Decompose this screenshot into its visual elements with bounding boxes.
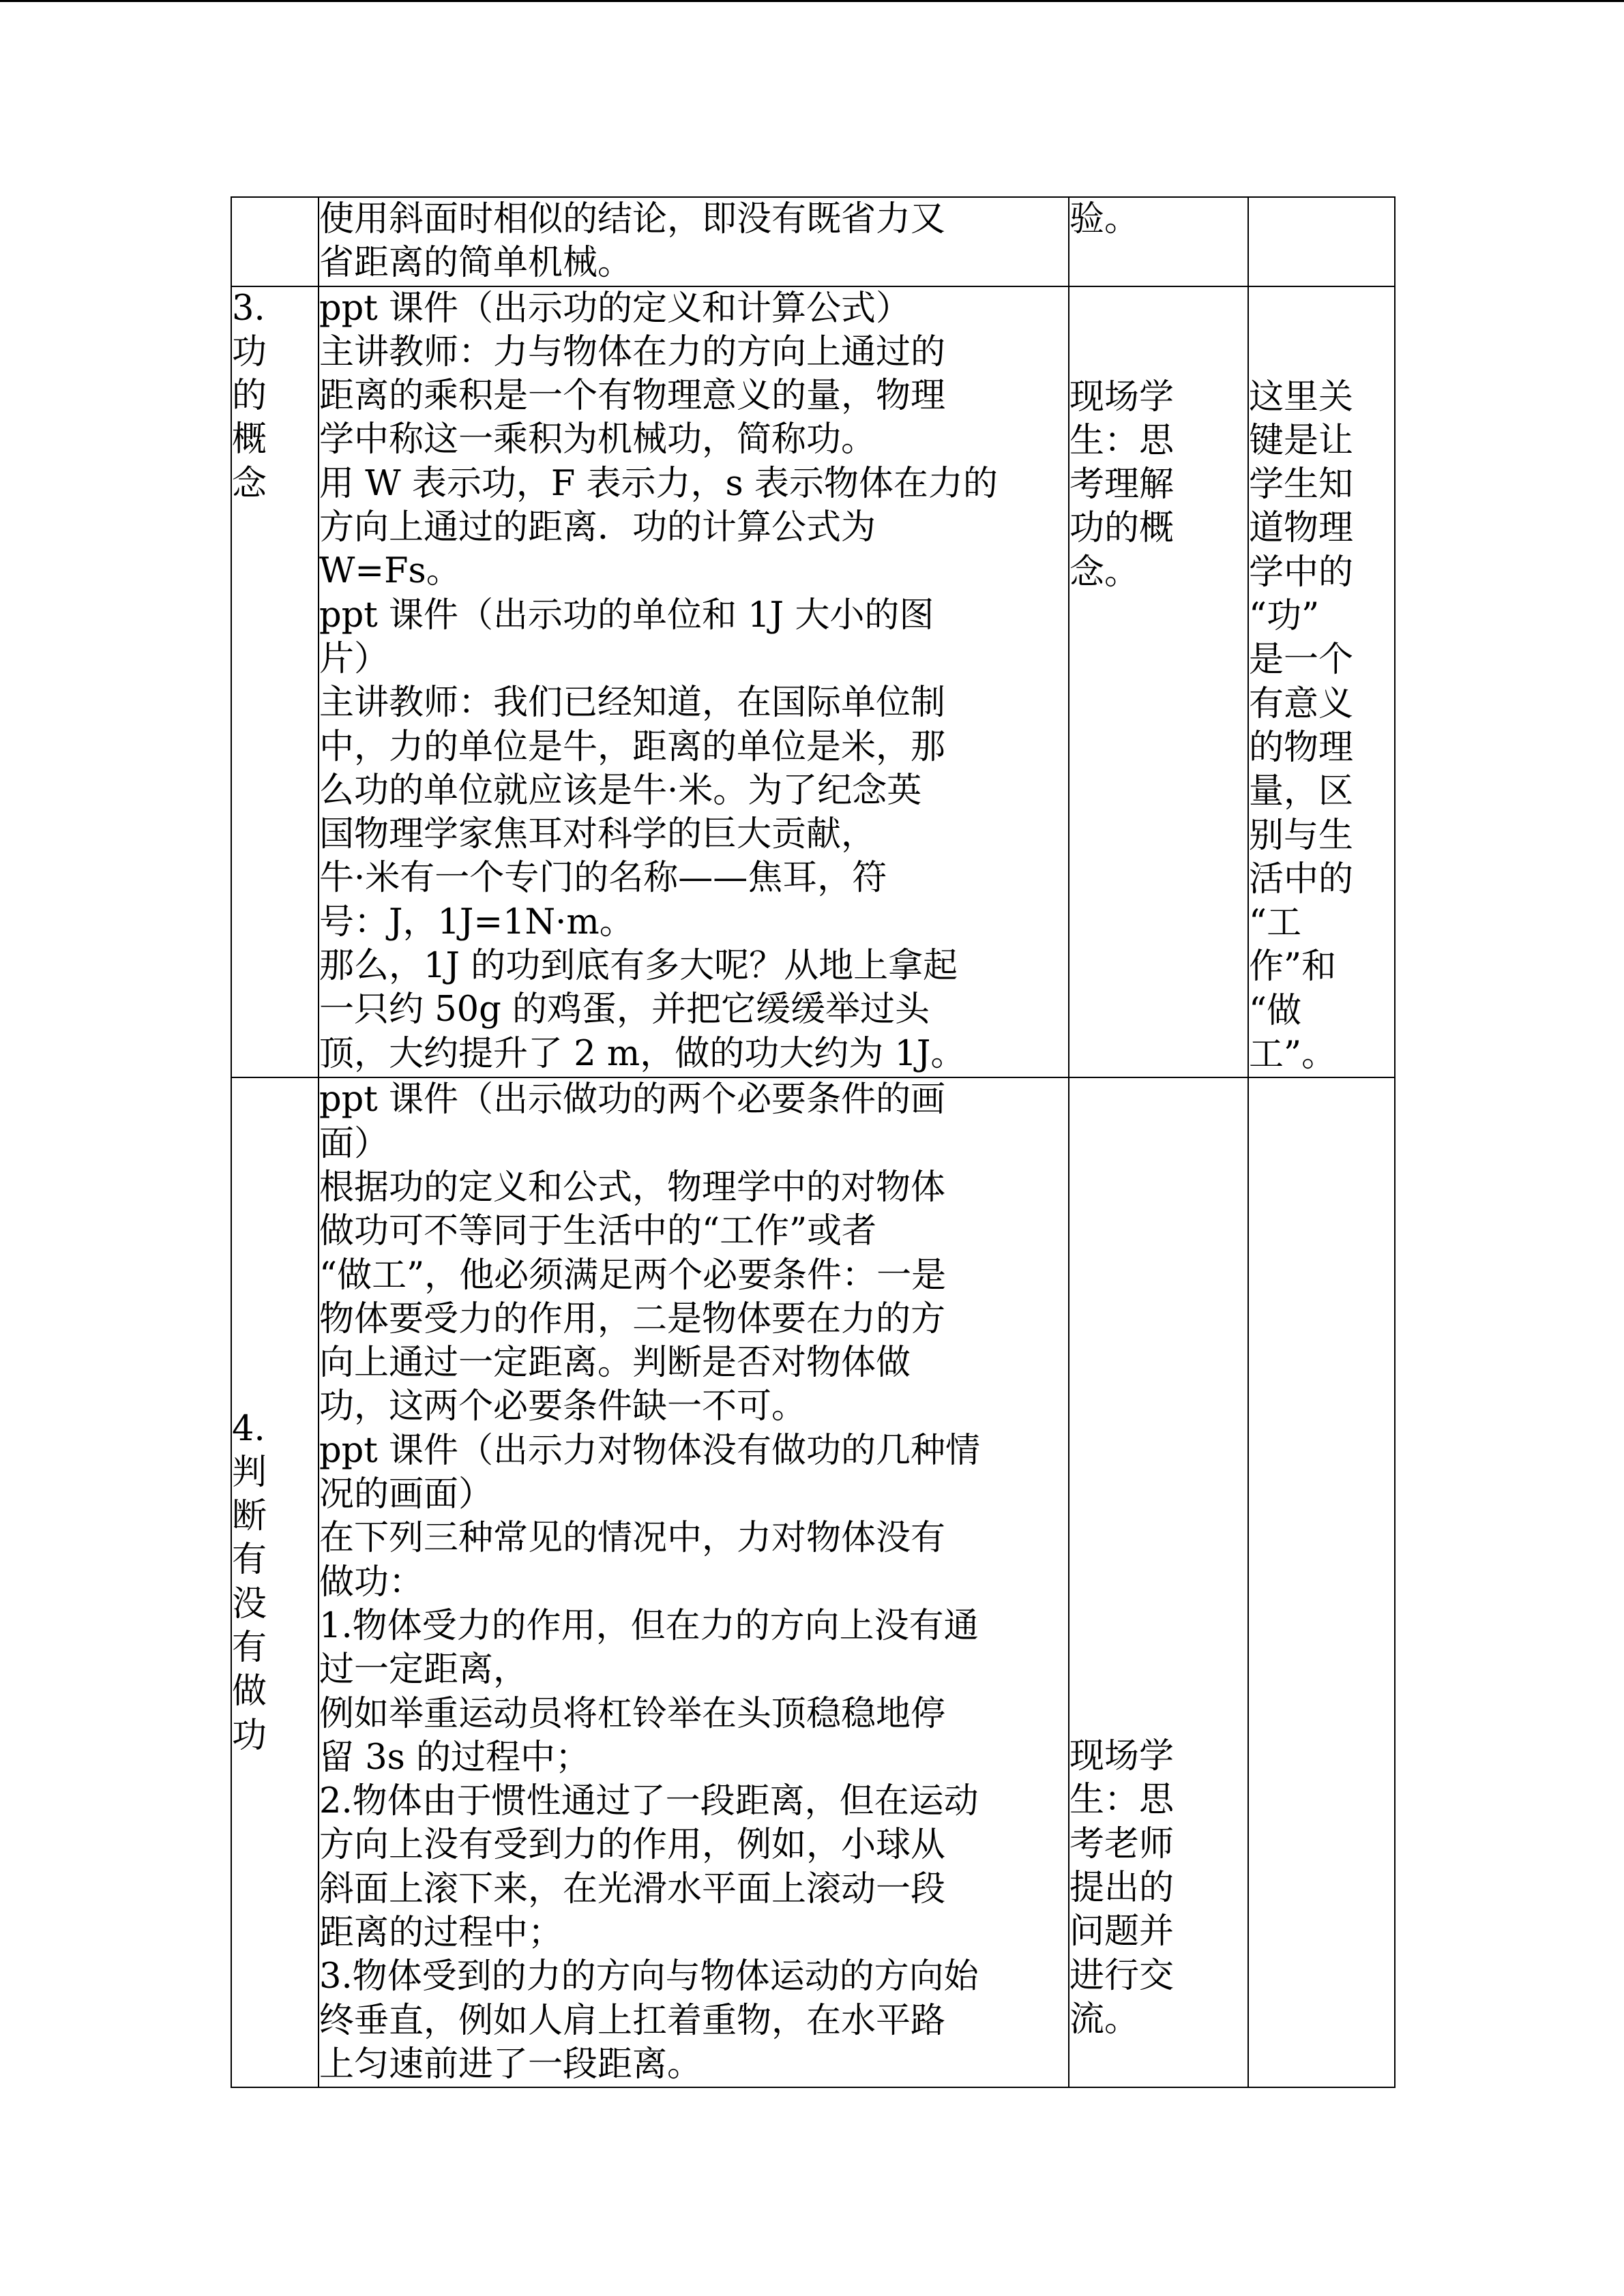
- step-text: 断: [232, 1496, 267, 1537]
- student-activity-cell: [1069, 1077, 1248, 2087]
- step-cell: [231, 197, 319, 286]
- lesson-plan-table: [231, 196, 1396, 2088]
- text-line: 例如举重运动员将杠铃举在头顶稳稳地停: [319, 1693, 946, 1734]
- content-cell: [319, 1077, 1069, 2087]
- text-line: 留 3s 的过程中；: [319, 1737, 591, 1778]
- text-line: 过一定距离，: [319, 1650, 529, 1690]
- text-line: 国物理学家焦耳对科学的巨大贡献，: [319, 814, 876, 855]
- student-activity-cell: [1069, 286, 1248, 1078]
- text-line: 工”。: [1249, 1034, 1337, 1075]
- text-line: 号：J，1J=1N·m。: [319, 901, 634, 942]
- text-line: 使用斜面时相似的结论，即没有既省力又: [319, 199, 946, 239]
- text-line: 牛·米有一个专门的名称——焦耳，符: [319, 858, 887, 899]
- table-row: [231, 286, 1395, 1078]
- text-line: 现场学: [1069, 1736, 1175, 1777]
- text-line: 学生知: [1249, 464, 1354, 505]
- step-text: 判: [232, 1452, 267, 1493]
- text-line: 方向上没有受到力的作用，例如，小球从: [319, 1825, 946, 1866]
- text-line: 这里关: [1249, 376, 1354, 417]
- text-line: 的物理: [1249, 727, 1354, 768]
- design-note-cell: [1248, 286, 1395, 1078]
- step-cell: [231, 1077, 319, 2087]
- text-line: 上匀速前进了一段距离。: [319, 2044, 703, 2085]
- text-line: 省距离的简单机械。: [319, 243, 633, 284]
- text-line: ppt 课件（出示做功的两个必要条件的画: [319, 1079, 946, 1120]
- text-line: 终垂直，例如人肩上扛着重物，在水平路: [319, 2000, 946, 2041]
- step-text: 功: [232, 1715, 267, 1756]
- text-line: 现场学: [1069, 376, 1175, 417]
- text-line: 提出的: [1069, 1867, 1175, 1908]
- text-line: 主讲教师：力与物体在力的方向上通过的: [319, 331, 946, 372]
- text-line: ppt 课件（出示力对物体没有做功的几种情: [319, 1430, 981, 1471]
- step-text: 4.: [232, 1408, 265, 1449]
- text-line: 键是让: [1249, 420, 1354, 461]
- text-line: 考理解: [1069, 464, 1175, 505]
- text-line: 片）: [319, 638, 389, 679]
- text-line: ppt 课件（出示功的定义和计算公式）: [319, 288, 911, 329]
- text-line: 距离的乘积是一个有物理意义的量，物理: [319, 376, 946, 417]
- text-line: 流。: [1069, 1999, 1140, 2040]
- content-cell: [319, 197, 1069, 286]
- step-text: 3.: [232, 288, 265, 329]
- text-line: 做功可不等同于生活中的“工作”或者: [319, 1211, 877, 1252]
- text-line: 学中称这一乘积为机械功，简称功。: [319, 419, 876, 460]
- text-line: “做: [1249, 990, 1302, 1031]
- text-line: 功的概: [1069, 508, 1175, 549]
- text-line: 是一个: [1249, 640, 1354, 681]
- step-cell: [231, 286, 319, 1078]
- step-text: 功: [232, 331, 267, 372]
- text-line: 别与生: [1249, 815, 1354, 856]
- text-line: 3.物体受到的力的方向与物体运动的方向始: [319, 1956, 979, 1997]
- text-line: 么功的单位就应该是牛·米。为了纪念英: [319, 770, 922, 811]
- text-line: 念。: [1069, 552, 1140, 593]
- step-text: 的: [232, 376, 267, 417]
- text-line: 问题并: [1069, 1911, 1175, 1952]
- step-text: 念: [232, 463, 267, 504]
- text-line: 况的画面）: [319, 1474, 494, 1515]
- text-line: 一只约 50g 的鸡蛋，并把它缓缓举过头: [319, 989, 930, 1030]
- text-line: 功，这两个必要条件缺一不可。: [319, 1386, 807, 1427]
- design-note-cell: [1248, 1077, 1395, 2087]
- text-line: 道物理: [1249, 508, 1354, 549]
- text-line: 活中的: [1249, 859, 1354, 899]
- step-text: 有: [232, 1540, 267, 1581]
- text-line: “工: [1249, 903, 1302, 944]
- text-line: 主讲教师：我们已经知道，在国际单位制: [319, 683, 946, 724]
- text-line: 面）: [319, 1123, 389, 1164]
- text-line: “功”: [1249, 596, 1320, 637]
- design-note-cell: [1248, 197, 1395, 286]
- text-line: 考老师: [1069, 1823, 1175, 1864]
- text-line: 进行交: [1069, 1955, 1175, 1996]
- step-text: 没: [232, 1583, 267, 1624]
- text-line: 那么，1J 的功到底有多大呢？从地上拿起: [319, 946, 958, 987]
- student-activity-cell: [1069, 197, 1248, 286]
- text-line: 量，区: [1249, 771, 1354, 812]
- step-text: 有: [232, 1628, 267, 1669]
- text-line: 向上通过一定距离。判断是否对物体做: [319, 1343, 911, 1384]
- text-line: 学中的: [1249, 552, 1354, 593]
- text-line: 生：思: [1069, 1780, 1175, 1821]
- table-row: [231, 197, 1395, 286]
- text-line: 作”和: [1249, 946, 1337, 987]
- text-line: 顶，大约提升了 2 m，做的功大约为 1J。: [319, 1033, 966, 1074]
- text-line: 做功：: [319, 1562, 424, 1602]
- text-line: 用 W 表示功，F 表示力，s 表示物体在力的: [319, 463, 998, 504]
- step-text: 做: [232, 1671, 267, 1712]
- text-line: 在下列三种常见的情况中，力对物体没有: [319, 1518, 946, 1559]
- content-cell: [319, 286, 1069, 1078]
- text-line: W=Fs。: [319, 551, 461, 592]
- text-line: 距离的过程中；: [319, 1912, 563, 1953]
- text-line: “做工”，他必须满足两个必要条件：一是: [319, 1255, 947, 1296]
- text-line: 1.物体受力的作用，但在力的方向上没有通: [319, 1605, 979, 1646]
- text-line: ppt 课件（出示功的单位和 1J 大小的图: [319, 595, 934, 636]
- table-row: [231, 1077, 1395, 2087]
- text-line: 方向上通过的距离．功的计算公式为: [319, 507, 876, 548]
- step-text: 概: [232, 419, 267, 460]
- text-line: 有意义: [1249, 683, 1354, 724]
- text-line: 验。: [1069, 199, 1140, 239]
- text-line: 物体要受力的作用，二是物体要在力的方: [319, 1298, 946, 1339]
- text-line: 斜面上滚下来，在光滑水平面上滚动一段: [319, 1868, 946, 1909]
- text-line: 2.物体由于惯性通过了一段距离，但在运动: [319, 1781, 979, 1822]
- text-line: 生：思: [1069, 420, 1175, 461]
- text-line: 根据功的定义和公式，物理学中的对物体: [319, 1167, 946, 1208]
- page-top-border: [0, 0, 1624, 2]
- text-line: 中，力的单位是牛，距离的单位是米，那: [319, 726, 946, 767]
